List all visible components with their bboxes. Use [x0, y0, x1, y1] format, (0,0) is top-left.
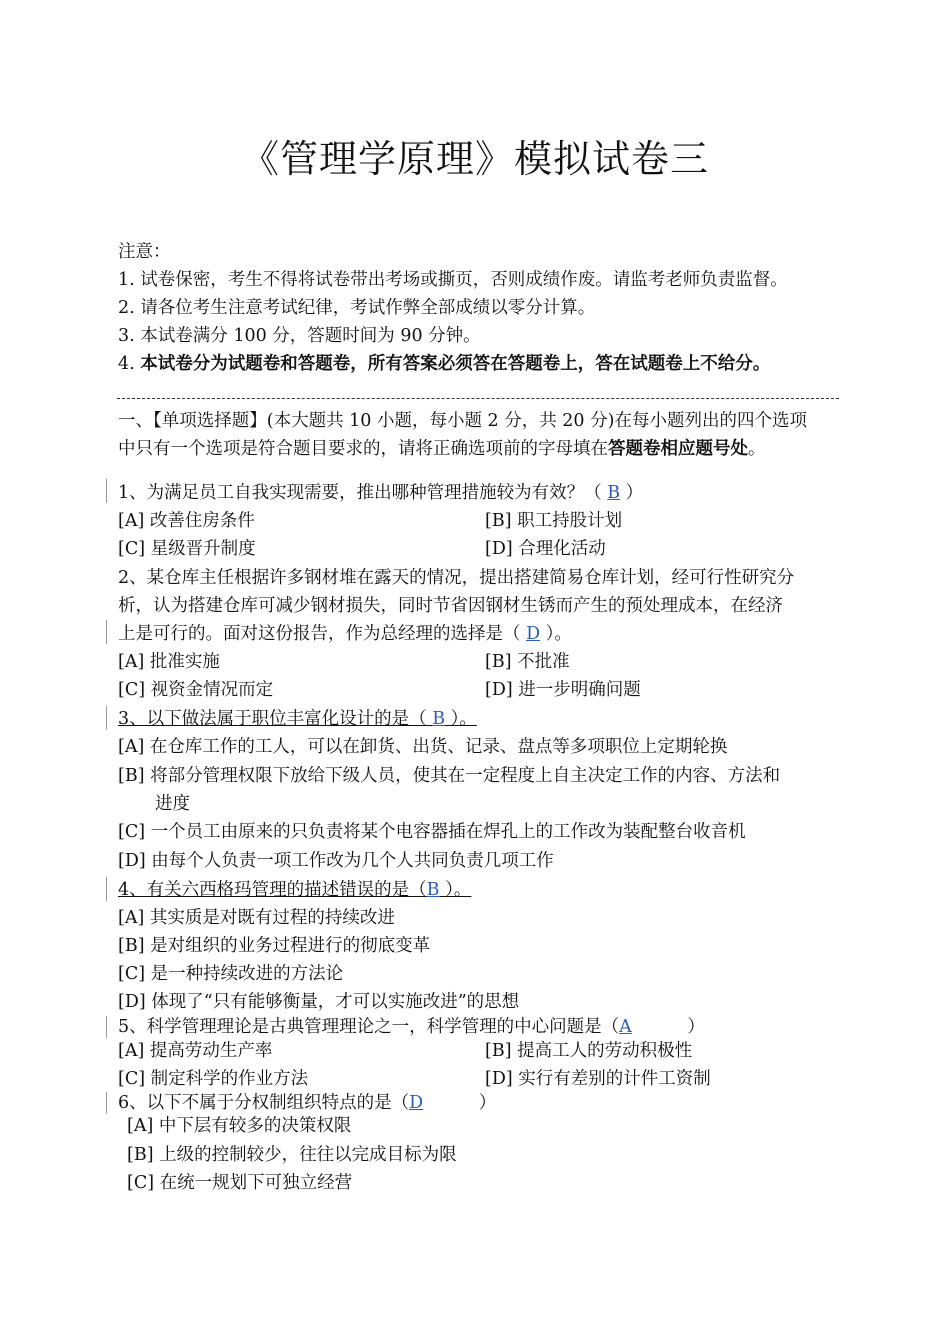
question-4-option-a: [A] 其实质是对既有过程的持续改进	[118, 908, 395, 928]
question-1-option-c: [C] 星级晋升制度	[118, 539, 256, 559]
question-3-option-c: [C] 一个员工由原来的只负责将某个电容器插在焊孔上的工作改为装配整台收音机	[118, 822, 746, 842]
notice-item-2: 2. 请各位考生注意考试纪律，考试作弊全部成绩以零分计算。	[118, 298, 596, 318]
revision-marker	[106, 1092, 107, 1114]
question-1-stem	[118, 481, 643, 505]
question-3-answer: B	[432, 709, 446, 729]
question-6-answer: D	[409, 1093, 424, 1113]
question-2-stem-line-3	[118, 622, 572, 646]
question-5-option-d: [D] 实行有差别的计件工资制	[485, 1069, 711, 1089]
question-2-stem-line-1: 2、某仓库主任根据许多钢材堆在露天的情况，提出搭建简易仓库计划，经可行性研究分	[118, 568, 795, 588]
notice-item-4-text: 本试卷分为试题卷和答题卷，所有答案必须答在答题卷上，答在试题卷上不给分。	[140, 354, 771, 374]
question-2-answer: D	[526, 624, 541, 644]
section-desc-end: 。	[748, 439, 766, 459]
question-2-stem-line-2: 析，认为搭建仓库可减少钢材损失，同时节省因钢材生锈而产生的预处理成本，在经济	[118, 596, 783, 616]
question-3-text-end: ）。	[445, 709, 477, 729]
question-1-text-end: ）	[620, 483, 644, 503]
question-6-text-end: ）	[473, 1093, 497, 1113]
notice-item-1: 1. 试卷保密，考生不得将试卷带出考场或撕页，否则成绩作废。请监考老师负责监督。	[118, 270, 788, 290]
notice-item-4	[118, 352, 770, 376]
revision-marker	[106, 479, 107, 503]
question-6-option-b: [B] 上级的控制较少，往往以完成目标为限	[127, 1145, 457, 1165]
revision-marker	[106, 1016, 107, 1038]
question-5-option-a: [A] 提高劳动生产率	[118, 1041, 273, 1061]
revision-marker	[106, 706, 107, 730]
section-desc-1: (本大题共 10 小题，每小题 2 分，共 20 分)在每小题列出的四个选项	[266, 411, 807, 431]
question-1-answer: B	[607, 483, 621, 503]
question-2-text: 上是可行的。面对这份报告，作为总经理的选择是（	[118, 624, 527, 644]
question-4-text-end: ）。	[439, 880, 472, 900]
notice-heading: 注意：	[118, 242, 171, 262]
question-3-text: 3、以下做法属于职位丰富化设计的是（	[118, 709, 433, 729]
question-3-option-b: [B] 将部分管理权限下放给下级人员，使其在一定程度上自主决定工作的内容、方法和	[118, 766, 781, 786]
question-4-answer: B	[426, 880, 440, 900]
question-2-option-d: [D] 进一步明确问题	[485, 680, 641, 700]
question-5-option-b: [B] 提高工人的劳动积极性	[485, 1041, 693, 1061]
question-4-option-d: [D] 体现了“只有能够衡量，才可以实施改进”的思想	[118, 992, 520, 1012]
question-5-stem	[118, 1015, 705, 1039]
question-3-option-a: [A] 在仓库工作的工人，可以在卸货、出货、记录、盘点等多项职位上定期轮换	[118, 737, 728, 757]
question-5-text-end: ）	[681, 1017, 705, 1037]
section-desc-2: 中只有一个选项是符合题目要求的，请将正确选项前的字母填在	[118, 439, 608, 459]
section-type: 【单项选择题】	[153, 411, 267, 431]
question-5-answer: A	[619, 1017, 632, 1037]
question-6-text: 6、以下不属于分权制组织特点的是（	[118, 1093, 410, 1113]
question-1-option-d: [D] 合理化活动	[485, 539, 606, 559]
dashed-divider	[117, 398, 839, 399]
revision-marker	[106, 620, 107, 644]
question-4-text: 4、有关六西格玛管理的描述错误的是（	[118, 880, 427, 900]
section-header-line-1	[118, 409, 807, 433]
question-3-stem	[118, 707, 477, 731]
section-answer-location: 答题卷相应题号处	[608, 439, 748, 459]
exam-title: 《管理学原理》模拟试卷三	[240, 137, 709, 181]
question-4-option-c: [C] 是一种持续改进的方法论	[118, 964, 344, 984]
question-5-text: 5、科学管理理论是古典管理理论之一，科学管理的中心问题是（	[118, 1017, 620, 1037]
section-number: 一、	[118, 411, 153, 431]
question-4-option-b: [B] 是对组织的业务过程进行的彻底变革	[118, 936, 431, 956]
question-1-option-a: [A] 改善住房条件	[118, 511, 255, 531]
question-3-option-d: [D] 由每个人负责一项工作改为几个人共同负责几项工作	[118, 851, 554, 871]
question-2-text-end: ）。	[540, 624, 572, 644]
question-3-option-b-cont: 进度	[155, 794, 190, 814]
revision-marker	[106, 877, 107, 901]
notice-item-4-number: 4.	[118, 354, 141, 374]
question-2-option-a: [A] 批准实施	[118, 652, 220, 672]
question-1-option-b: [B] 职工持股计划	[485, 511, 623, 531]
notice-item-3: 3. 本试卷满分 100 分，答题时间为 90 分钟。	[118, 326, 481, 346]
question-6-option-c: [C] 在统一规划下可独立经营	[127, 1173, 353, 1193]
question-6-stem	[118, 1091, 496, 1115]
question-2-option-c: [C] 视资金情况而定	[118, 680, 274, 700]
question-4-stem	[118, 878, 471, 902]
section-header-line-2	[118, 437, 766, 461]
question-2-option-b: [B] 不批准	[485, 652, 570, 672]
question-5-option-c: [C] 制定科学的作业方法	[118, 1069, 309, 1089]
question-1-text: 1、为满足员工自我实现需要，推出哪种管理措施较为有效？（	[118, 483, 608, 503]
question-6-option-a: [A] 中下层有较多的决策权限	[127, 1116, 352, 1136]
